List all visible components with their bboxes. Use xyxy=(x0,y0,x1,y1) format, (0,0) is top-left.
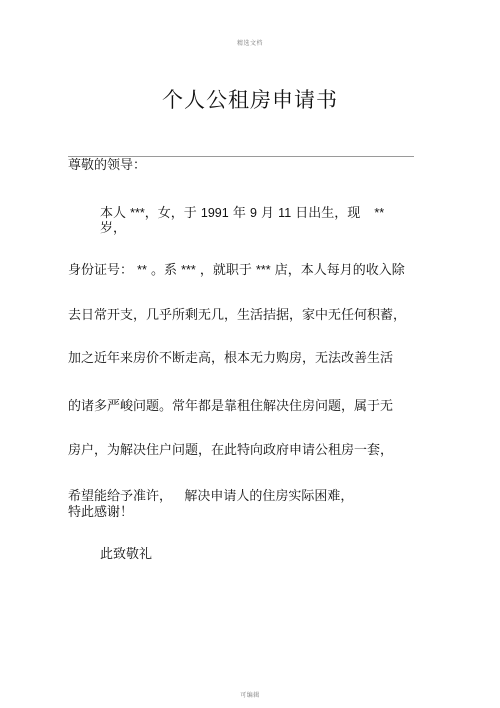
body-text: ** xyxy=(374,206,385,220)
body-text: 11 xyxy=(278,206,292,220)
body-line-4: 加之近年来房价不断走高，根本无力购房，无法改善生活 xyxy=(68,351,394,366)
body-line-3: 去日常开支，几乎所剩无几，生活拮据，家中无任何积蓄， xyxy=(68,308,407,323)
body-line-5: 的诸多严峻问题。常年都是靠租住解决住房问题，属于无 xyxy=(68,399,394,414)
body-text: *** xyxy=(181,263,196,277)
body-text: ，女，于 xyxy=(144,206,201,221)
body-text: 本人 xyxy=(100,206,131,221)
closing-line: 此致敬礼 xyxy=(100,547,153,562)
body-text: 日出生，现 xyxy=(291,206,365,221)
document-title: 个人公租房申请书 xyxy=(162,88,338,112)
body-line-7: 希望能给予准许， 解决申请人的住房实际困难， xyxy=(68,489,354,504)
body-text: 9 xyxy=(249,206,257,220)
body-text: 店，本人每月的收入除 xyxy=(270,263,405,278)
body-text: ，就职于 xyxy=(195,263,256,278)
body-line-6: 房户，为解决住户问题，在此特向政府申请公租房一套， xyxy=(68,443,394,458)
body-text: 年 xyxy=(228,206,250,221)
body-text: 月 xyxy=(256,206,279,221)
body-text: 1991 xyxy=(200,206,229,220)
body-line-2 xyxy=(68,262,405,279)
body-text: ** xyxy=(137,263,147,277)
body-text: *** xyxy=(256,263,271,277)
body-line-8: 特此感谢！ xyxy=(68,505,134,520)
body-text: *** xyxy=(130,206,145,220)
body-line-1b: 岁， xyxy=(100,221,127,236)
body-text: 身份证号： xyxy=(68,263,138,278)
footer-watermark: 可编辑 xyxy=(240,692,260,699)
body-text: 。系 xyxy=(146,263,182,278)
body-line-1 xyxy=(100,205,384,222)
header-watermark: 精选文档 xyxy=(236,40,263,47)
salutation: 尊敬的领导： xyxy=(68,158,147,173)
